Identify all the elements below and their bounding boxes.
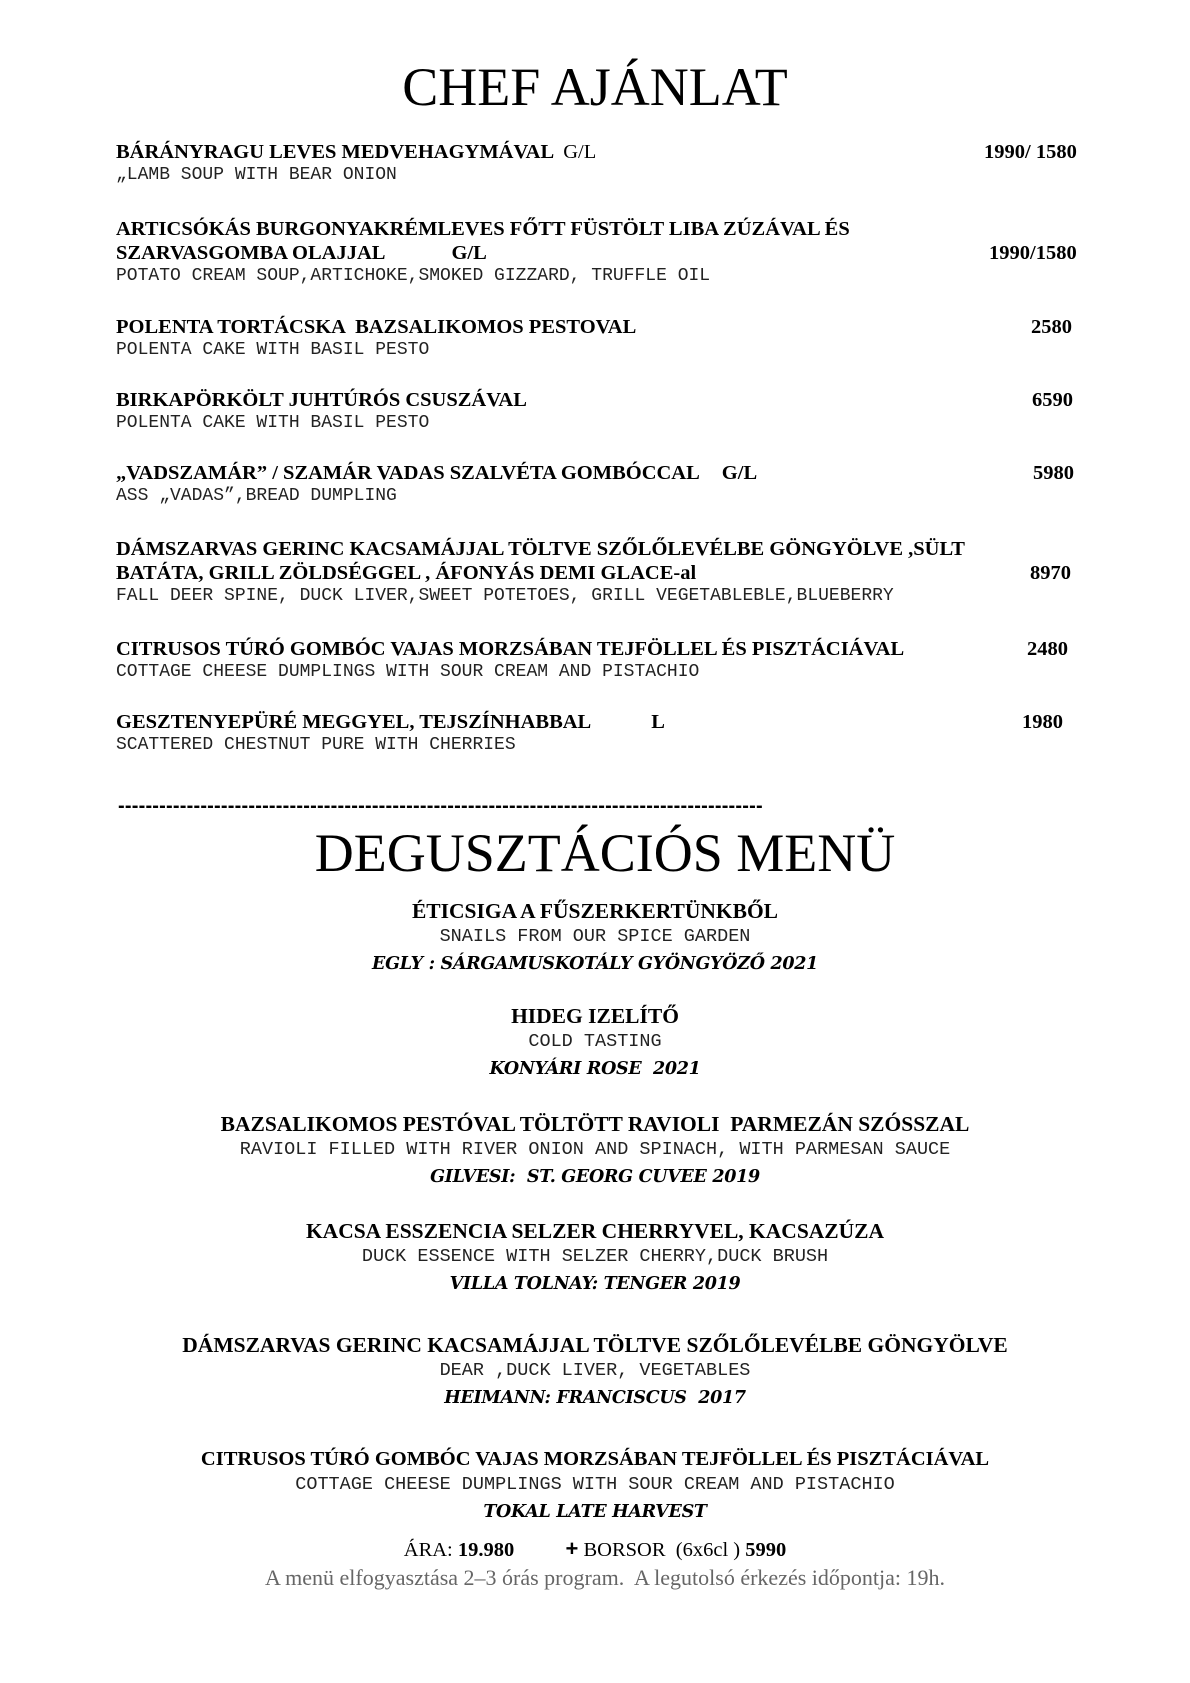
dish-item: [116, 388, 1091, 434]
dish-english: „LAMB SOUP WITH BEAR ONION: [116, 165, 397, 185]
dish-name: GESZTENYEPÜRÉ MEGGYEL, TEJSZÍNHABBAL: [116, 711, 592, 733]
course-english: DEAR ,DUCK LIVER, VEGETABLES: [439, 1360, 751, 1381]
price-label: ÁRA:: [403, 1539, 453, 1561]
course-english: SNAILS FROM OUR SPICE GARDEN: [439, 926, 751, 947]
menu-footnote: A menü elfogyasztása 2–3 órás program. A legutolsó érkezés időpontja: 19h.: [264, 1565, 945, 1590]
tasting-price-line: [0, 1536, 1190, 1563]
dish-item: [116, 461, 1091, 507]
course-english: COLD TASTING: [528, 1031, 662, 1052]
course-item: [0, 1111, 1190, 1191]
course-english: DUCK ESSENCE WITH SELZER CHERRY,DUCK BRUSH: [361, 1246, 829, 1267]
dish-english: POLENTA CAKE WITH BASIL PESTO: [116, 413, 430, 433]
course-wine-pairing: HEIMANN: FRANCISCUS 2017: [444, 1388, 746, 1408]
course-name: ÉTICSIGA A FŰSZERKERTÜNKBŐL: [411, 899, 779, 923]
dish-price: 2580: [1031, 316, 1072, 338]
dish-item: [116, 315, 1091, 361]
dish-price: 5980: [1033, 462, 1074, 484]
dish-item: [116, 140, 1091, 186]
dish-item: [116, 537, 1091, 607]
dish-diet-tag: G/L: [721, 462, 758, 484]
dish-name-line2: SZARVASGOMBA OLAJJAL: [116, 242, 386, 264]
course-name: HIDEG IZELÍTŐ: [511, 1004, 679, 1028]
course-item: [0, 1446, 1190, 1526]
price-value: 19.980: [457, 1539, 515, 1561]
dish-price: 1990/1580: [989, 242, 1077, 264]
dish-name: BÁRÁNYRAGU LEVES MEDVEHAGYMÁVAL: [116, 141, 553, 163]
dish-name: CITRUSOS TÚRÓ GOMBÓC VAJAS MORZSÁBAN TEJFÖLLEL ÉS PISZTÁCIÁVAL: [116, 638, 905, 660]
dish-english: POLENTA CAKE WITH BASIL PESTO: [116, 340, 430, 360]
dish-name: „VADSZAMÁR” / SZAMÁR VADAS SZALVÉTA GOMBÓCCAL: [116, 462, 700, 484]
dish-price: 1990/ 1580: [984, 141, 1077, 163]
course-english: RAVIOLI FILLED WITH RIVER ONION AND SPINACH, WITH PARMESAN SAUCE: [239, 1139, 951, 1160]
dish-price: 2480: [1027, 638, 1068, 660]
course-english: COTTAGE CHEESE DUMPLINGS WITH SOUR CREAM AND PISTACHIO: [295, 1474, 895, 1495]
dish-english: COTTAGE CHEESE DUMPLINGS WITH SOUR CREAM AND PISTACHIO: [116, 662, 700, 682]
course-wine-pairing: EGLY : SÁRGAMUSKOTÁLY GYÖNGYÖZŐ 2021: [372, 954, 818, 974]
course-wine-pairing: GILVESI: ST. GEORG CUVEE 2019: [430, 1167, 760, 1187]
dish-price: 8970: [1030, 562, 1071, 584]
dish-item: [116, 217, 1091, 287]
course-name: BAZSALIKOMOS PESTÓVAL TÖLTÖTT RAVIOLI PARMEZÁN SZÓSSZAL: [220, 1112, 970, 1136]
plus-sign: +: [565, 1536, 579, 1561]
dish-name: BIRKAPÖRKÖLT JUHTÚRÓS CSUSZÁVAL: [116, 389, 527, 411]
dish-name-line2: BATÁTA, GRILL ZÖLDSÉGGEL , ÁFONYÁS DEMI GLACE-al: [116, 562, 697, 584]
dish-item: [116, 710, 1091, 756]
dish-name-line1: DÁMSZARVAS GERINC KACSAMÁJJAL TÖLTVE SZŐLŐLEVÉLBE GÖNGYÖLVE ,SÜLT: [116, 538, 965, 560]
dish-english: ASS „VADAS”,BREAD DUMPLING: [116, 486, 397, 506]
course-item: [0, 898, 1190, 978]
dish-price: 6590: [1032, 389, 1073, 411]
tasting-menu-title: DEGUSZTÁCIÓS MENÜ: [314, 823, 896, 883]
course-name: DÁMSZARVAS GERINC KACSAMÁJJAL TÖLTVE SZŐLŐLEVÉLBE GÖNGYÖLVE: [182, 1333, 1008, 1357]
course-name: KACSA ESSZENCIA SELZER CHERRYVEL, KACSAZÚZA: [305, 1219, 885, 1243]
wine-pairing-label: BORSOR (6x6cl ): [583, 1539, 741, 1561]
dish-english: POTATO CREAM SOUP,ARTICHOKE,SMOKED GIZZARD, TRUFFLE OIL: [116, 266, 711, 286]
dish-english: SCATTERED CHESTNUT PURE WITH CHERRIES: [116, 735, 516, 755]
course-item: [0, 1218, 1190, 1298]
dish-price: 1980: [1022, 711, 1063, 733]
dish-name-line1: ARTICSÓKÁS BURGONYAKRÉMLEVES FŐTT FÜSTÖLT LIBA ZÚZÁVAL ÉS: [116, 218, 850, 240]
dish-diet-tag: G/L: [563, 141, 597, 163]
course-item: [0, 1332, 1190, 1412]
chef-section-title: CHEF AJÁNLAT: [402, 57, 788, 117]
wine-pairing-price: 5990: [745, 1539, 787, 1561]
dish-english: FALL DEER SPINE, DUCK LIVER,SWEET POTETOES, GRILL VEGETABLEBLE,BLUEBERRY: [116, 586, 894, 606]
course-wine-pairing: VILLA TOLNAY: TENGER 2019: [449, 1274, 741, 1294]
dish-diet-tag: L: [651, 711, 665, 733]
dish-diet-tag: G/L: [451, 242, 487, 264]
dish-name: POLENTA TORTÁCSKA BAZSALIKOMOS PESTOVAL: [116, 316, 637, 338]
section-divider: ----------------------------------------------------------------------------------------------: [118, 795, 763, 817]
course-wine-pairing: KONYÁRI ROSE 2021: [489, 1059, 701, 1079]
course-name: CITRUSOS TÚRÓ GOMBÓC VAJAS MORZSÁBAN TEJFÖLLEL ÉS PISZTÁCIÁVAL: [200, 1448, 990, 1470]
dish-item: [116, 637, 1091, 683]
course-wine-pairing: TOKAL LATE HARVEST: [483, 1502, 707, 1522]
course-item: [0, 1003, 1190, 1083]
